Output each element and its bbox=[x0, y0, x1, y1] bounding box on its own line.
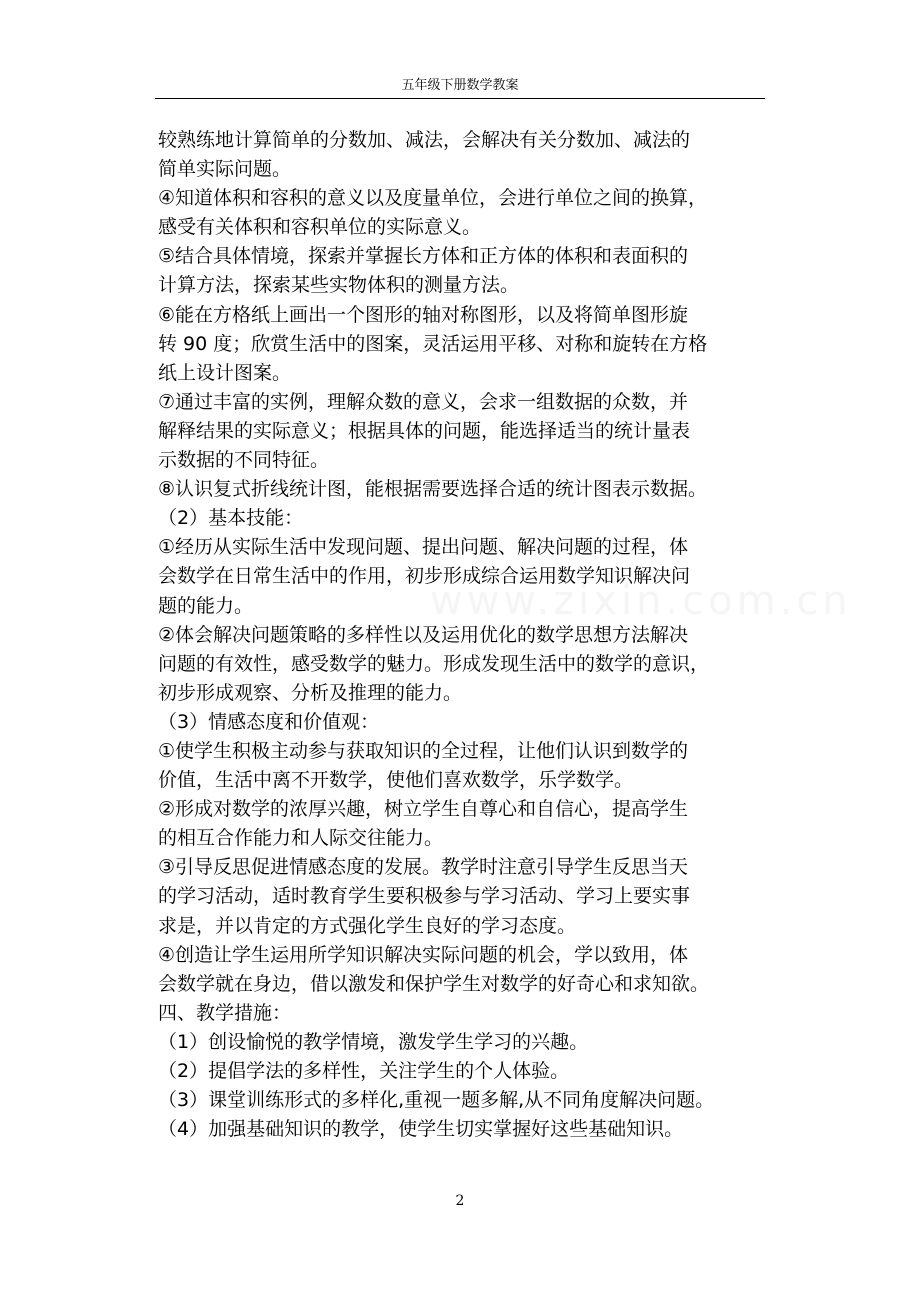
text-line: （4）加强基础知识的教学，使学生切实掌握好这些基础知识。 bbox=[158, 1118, 684, 1141]
text-line: ⑦通过丰富的实例，理解众数的意义，会求一组数据的众数，并 bbox=[158, 390, 689, 413]
text-line: ⑧认识复式折线统计图，能根据需要选择合适的统计图表示数据。 bbox=[158, 478, 708, 501]
text-line: 题的能力。 bbox=[158, 594, 254, 617]
text-line: ②体会解决问题策略的多样性以及运用优化的数学思想方法解决 bbox=[158, 623, 689, 646]
text-line: ③引导反思促进情感态度的发展。教学时注意引导学生反思当天 bbox=[158, 856, 689, 879]
text-line: 计算方法，探索某些实物体积的测量方法。 bbox=[158, 274, 520, 297]
text-line: 四、教学措施： bbox=[158, 1001, 292, 1024]
text-line: ⑥能在方格纸上画出一个图形的轴对称图形，以及将简单图形旋 bbox=[158, 303, 689, 326]
text-line: 示数据的不同特征。 bbox=[158, 449, 330, 472]
text-line: 转 90 度；欣赏生活中的图案，灵活运用平移、对称和旋转在方格 bbox=[158, 332, 708, 355]
text-line: （3）情感态度和价值观： bbox=[158, 710, 380, 733]
text-line: （2）基本技能： bbox=[158, 507, 304, 530]
text-line: 简单实际问题。 bbox=[158, 158, 292, 181]
text-line: （3）课堂训练形式的多样化,重视一题多解,从不同角度解决问题。 bbox=[158, 1089, 715, 1112]
text-line: 价值，生活中离不开数学，使他们喜欢数学，乐学数学。 bbox=[158, 769, 634, 792]
text-line: ②形成对数学的浓厚兴趣，树立学生自尊心和自信心，提高学生 bbox=[158, 798, 689, 821]
text-line: 初步形成观察、分析及推理的能力。 bbox=[158, 681, 463, 704]
text-line: ①经历从实际生活中发现问题、提出问题、解决问题的过程，体 bbox=[158, 536, 689, 559]
text-line: 问题的有效性，感受数学的魅力。形成发现生活中的数学的意识， bbox=[158, 652, 710, 675]
text-line: 会数学就在身边，借以激发和保护学生对数学的好奇心和求知欲。 bbox=[158, 972, 710, 995]
text-line: 的学习活动，适时教育学生要积极参与学习活动、学习上要实事 bbox=[158, 885, 691, 908]
text-line: （1）创设愉悦的教学情境，激发学生学习的兴趣。 bbox=[158, 1030, 589, 1053]
text-line: 的相互合作能力和人际交往能力。 bbox=[158, 827, 444, 850]
text-line: 感受有关体积和容积单位的实际意义。 bbox=[158, 216, 482, 239]
text-line: 解释结果的实际意义；根据具体的问题，能选择适当的统计量表 bbox=[158, 419, 691, 442]
page-header bbox=[155, 76, 765, 99]
page-number: 2 bbox=[455, 1193, 465, 1209]
text-line: （2）提倡学法的多样性，关注学生的个人体验。 bbox=[158, 1060, 570, 1082]
text-line: ①使学生积极主动参与获取知识的全过程，让他们认识到数学的 bbox=[158, 739, 689, 762]
text-line: ④创造让学生运用所学知识解决实际问题的机会，学以致用，体 bbox=[158, 943, 689, 966]
text-line: 会数学在日常生活中的作用，初步形成综合运用数学知识解决问 bbox=[158, 565, 691, 588]
watermark: www.zixin.com.cn bbox=[430, 578, 852, 624]
header-title: 五年级下册数学教案 bbox=[401, 78, 519, 93]
text-line: 纸上设计图案。 bbox=[158, 361, 292, 384]
text-line: 求是，并以肯定的方式强化学生良好的学习态度。 bbox=[158, 914, 577, 937]
text-line: ⑤结合具体情境，探索并掌握长方体和正方体的体积和表面积的 bbox=[158, 245, 689, 268]
document-body bbox=[158, 126, 764, 1144]
text-line: ④知道体积和容积的意义以及度量单位，会进行单位之间的换算， bbox=[158, 187, 708, 210]
text-line: 较熟练地计算简单的分数加、减法，会解决有关分数加、减法的 bbox=[158, 129, 691, 151]
